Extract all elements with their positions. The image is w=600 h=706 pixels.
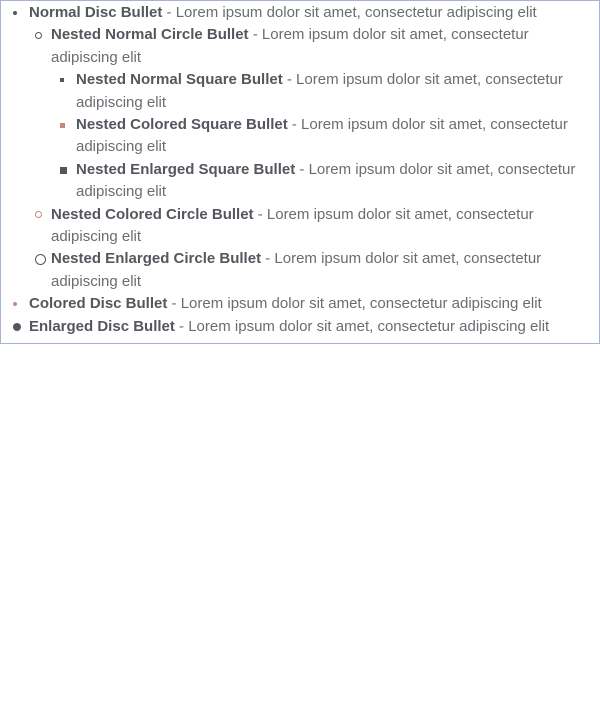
item-body: - Lorem ipsum dolor sit amet, consectetur adipiscing elit [51, 205, 534, 246]
list-item-row [60, 69, 597, 114]
item-body: - Lorem ipsum dolor sit amet, consectetur adipiscing elit [166, 4, 537, 21]
item-label: Colored Disc Bullet [29, 295, 168, 313]
item-label: Enlarged Disc Bullet [29, 317, 175, 335]
enlarged-square-bullet-icon [60, 167, 67, 174]
list-item-row [13, 316, 597, 338]
list-item [13, 293, 597, 315]
enlarged-circle-bullet-icon [35, 254, 46, 265]
item-label: Nested Normal Circle Bullet [51, 26, 249, 44]
list-item-text [51, 204, 597, 249]
marker-cell [35, 248, 51, 270]
item-label: Normal Disc Bullet [29, 4, 163, 21]
list-item [35, 24, 597, 203]
marker-cell [60, 114, 76, 136]
item-label: Nested Normal Square Bullet [76, 71, 283, 89]
marker-cell [60, 159, 76, 181]
colored-circle-bullet-icon [35, 211, 42, 218]
list-item-row [60, 114, 597, 159]
marker-cell [60, 69, 76, 91]
list-item [35, 248, 597, 293]
item-body: - Lorem ipsum dolor sit amet, consectetur adipiscing elit [51, 250, 542, 290]
list-item-text [29, 293, 597, 315]
list-item-text [51, 24, 597, 69]
list-item-row [35, 248, 597, 293]
item-label: Nested Colored Square Bullet [76, 116, 288, 134]
list-item-row [35, 204, 597, 249]
list-item [13, 316, 597, 338]
item-body: - Lorem ipsum dolor sit amet, consectetur adipiscing elit [76, 116, 568, 156]
list-item-row [13, 2, 597, 24]
colored-square-bullet-icon [60, 123, 65, 128]
marker-cell [13, 293, 29, 315]
marker-cell [13, 316, 29, 338]
disc-list [1, 2, 597, 338]
list-item-row [60, 159, 597, 204]
list-item-row [13, 293, 597, 315]
marker-cell [35, 204, 51, 226]
item-label: Nested Colored Circle Bullet [51, 205, 254, 223]
list-item [35, 204, 597, 249]
item-label: Nested Enlarged Square Bullet [76, 160, 296, 178]
item-body: - Lorem ipsum dolor sit amet, consectetur adipiscing elit [179, 317, 550, 335]
list-item-text [29, 2, 597, 24]
item-body: - Lorem ipsum dolor sit amet, consectetur adipiscing elit [51, 26, 529, 66]
list-item [13, 2, 597, 293]
bullet-list-panel [0, 0, 600, 344]
circle-list [13, 24, 597, 293]
item-body: - Lorem ipsum dolor sit amet, consectetur adipiscing elit [76, 71, 563, 111]
list-item-text [76, 114, 597, 159]
circle-bullet-icon [35, 32, 42, 39]
colored-disc-bullet-icon [13, 302, 17, 306]
item-label: Nested Enlarged Circle Bullet [51, 250, 262, 268]
list-item-text [76, 69, 597, 114]
list-item-text [29, 316, 597, 338]
disc-bullet-icon [13, 11, 17, 15]
list-item-row [35, 24, 597, 69]
item-body: - Lorem ipsum dolor sit amet, consectetur adipiscing elit [171, 295, 542, 313]
list-item-text [51, 248, 597, 293]
list-item [60, 114, 597, 159]
list-item [60, 159, 597, 204]
enlarged-disc-bullet-icon [13, 323, 21, 331]
list-item [60, 69, 597, 114]
square-bullet-icon [60, 78, 64, 82]
square-list [35, 69, 597, 203]
marker-cell [13, 2, 29, 24]
item-body: - Lorem ipsum dolor sit amet, consectetur adipiscing elit [76, 160, 576, 201]
list-item-text [76, 159, 597, 204]
marker-cell [35, 24, 51, 46]
